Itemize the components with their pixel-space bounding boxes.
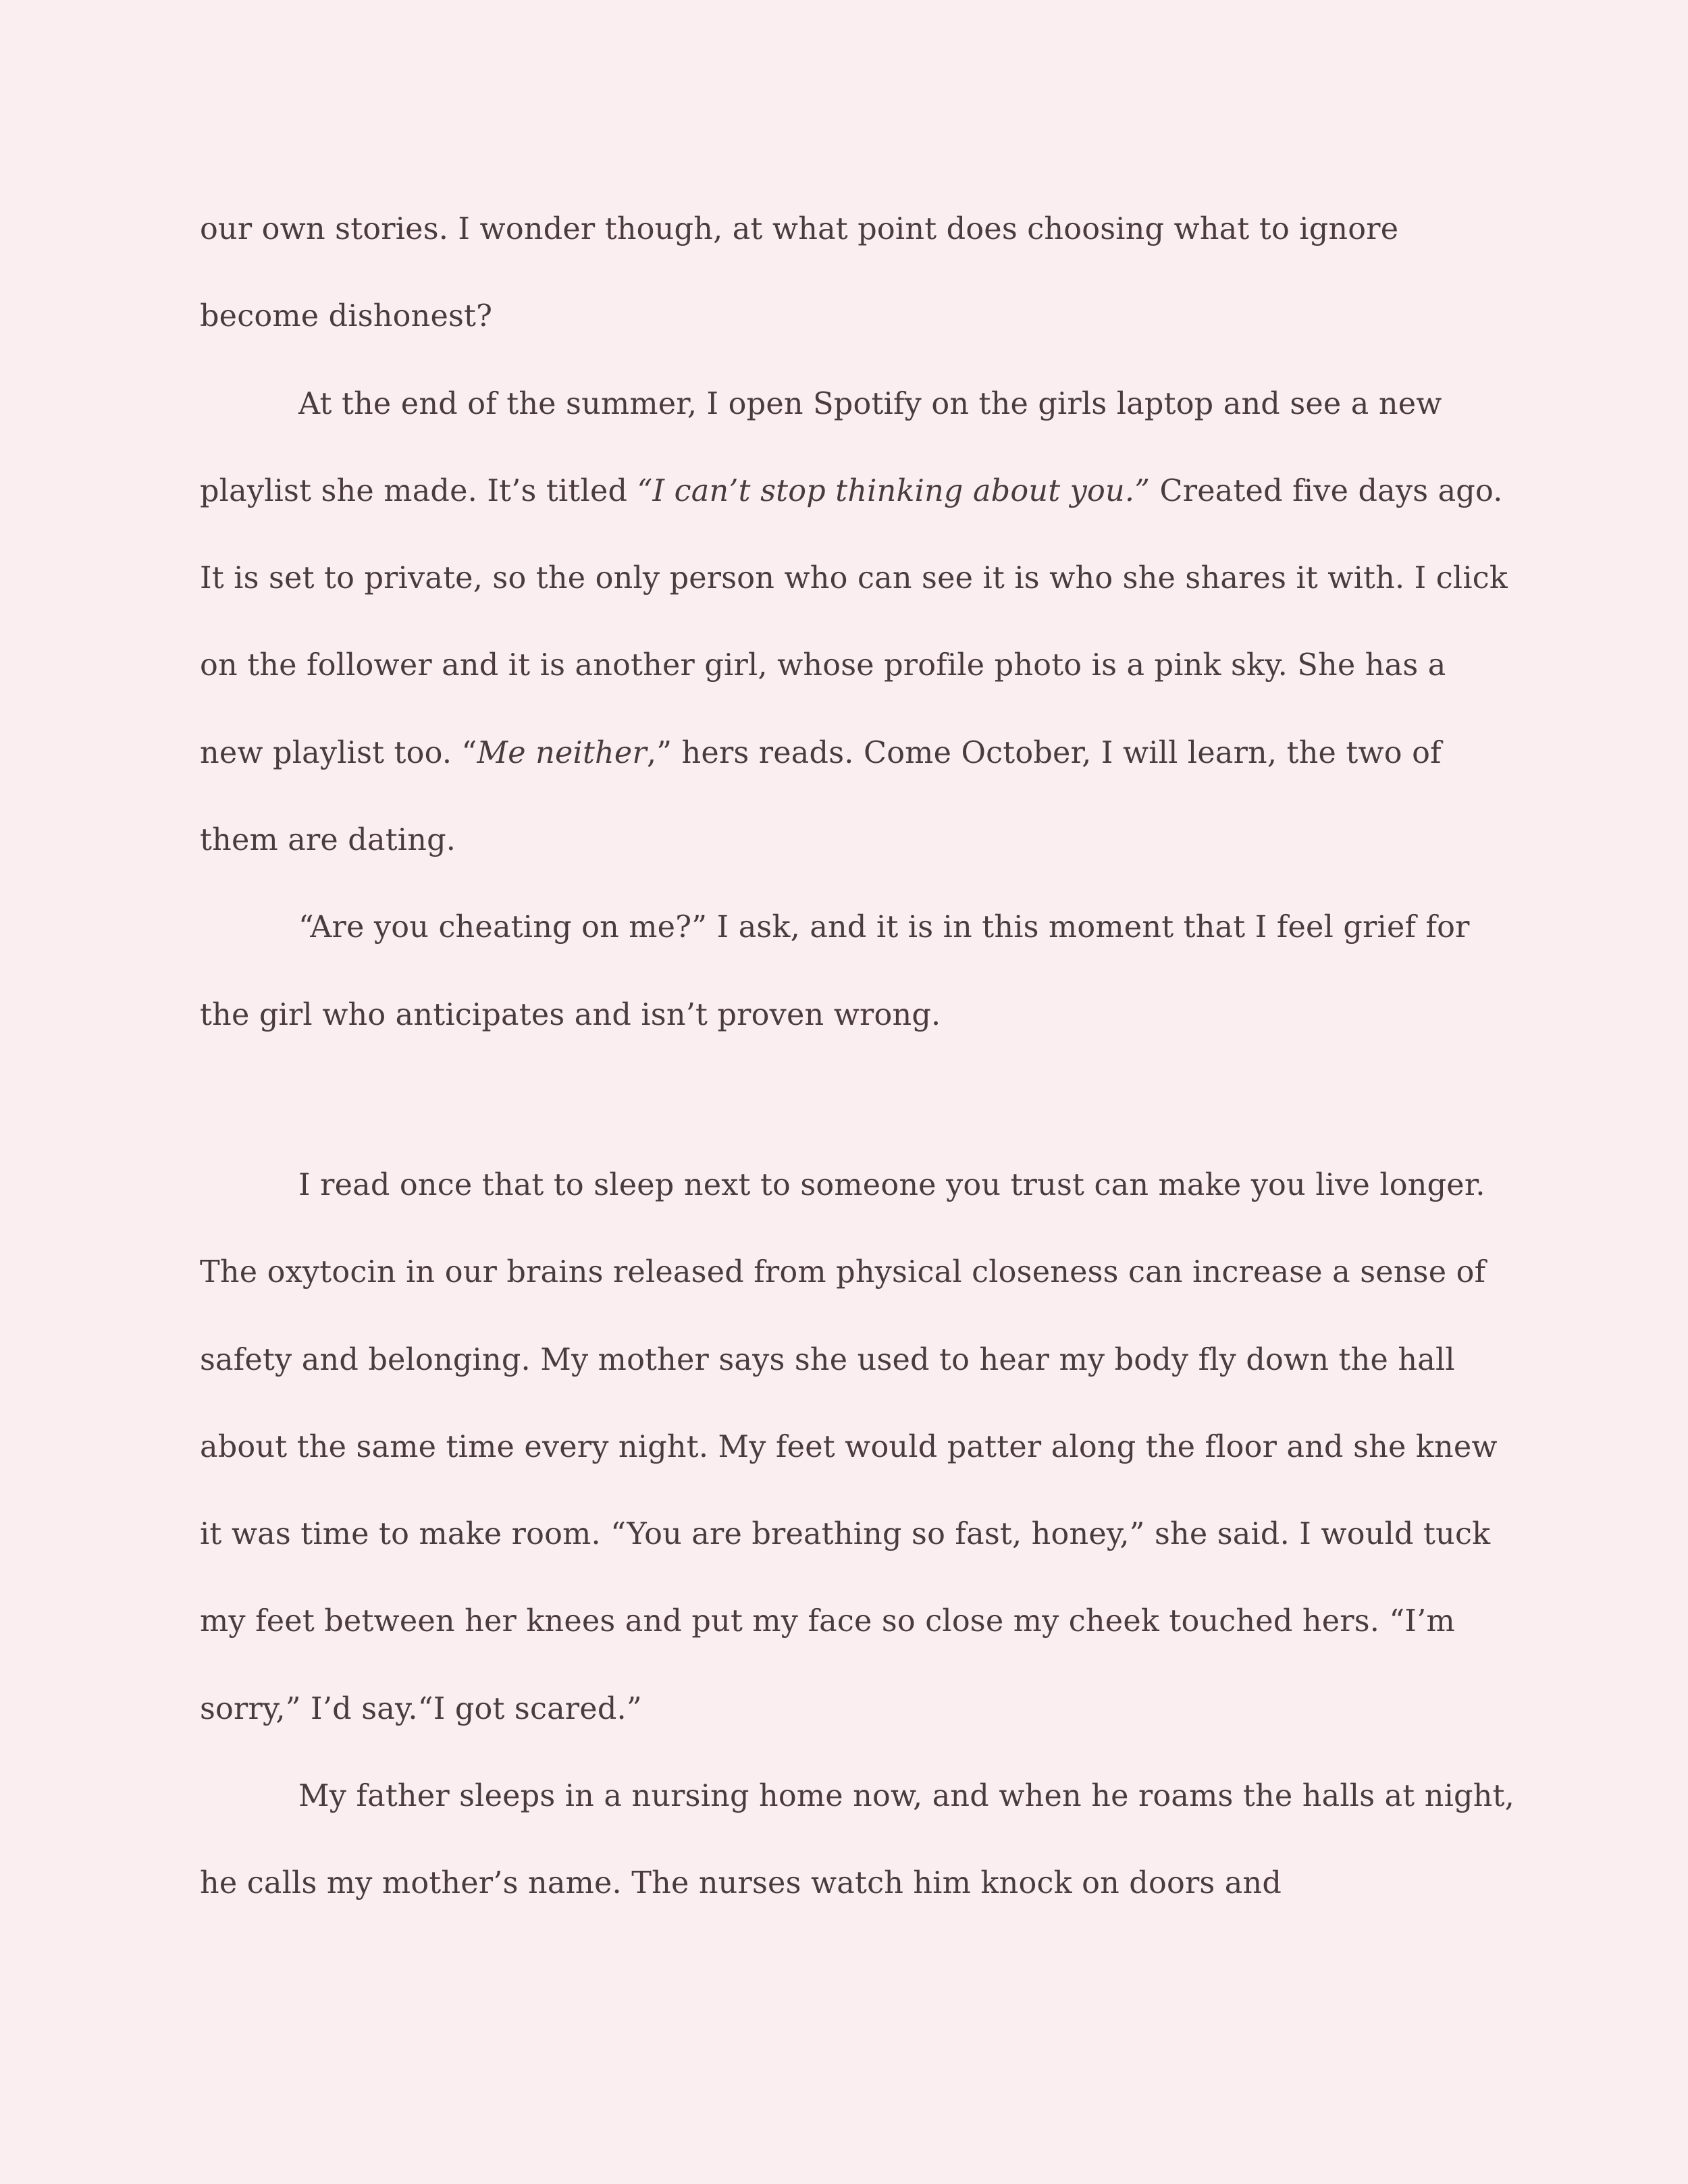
section-two bbox=[200, 1142, 1516, 1927]
paragraph-text: Created five days ago. It is set to private, so the only person who can see it is who she shares it with. I click on the follower and it is another girl, whose profile photo is a pink sky. She has a new playlist too. “ bbox=[200, 473, 1508, 770]
paragraph-text: ,” hers reads. Come October, I will learn, the two of them are dating. bbox=[200, 735, 1442, 858]
paragraph-sleep-trust: I read once that to sleep next to someone you trust can make you live longer. The oxytocin in our brains released from physical closeness can increase a sense of safety and belonging. My mother says she used to hear my body fly down the hall about the same time every night. My feet would patter along the floor and she knew it was time to make room. “You are breathing so fast, honey,” she said. I would tuck my feet between her knees and put my face so close my cheek touched hers. “I’m sorry,” I’d say.“I got scared.” bbox=[200, 1168, 1498, 1726]
paragraph-spotify-playlist bbox=[200, 361, 1516, 884]
paragraph-text: At the end of the summer, I open Spotify on the girls laptop and see a new playlist she made. It’s titled bbox=[200, 386, 1442, 508]
paragraph-continuation: our own stories. I wonder though, at what point does choosing what to ignore become dishonest? bbox=[200, 212, 1399, 334]
playlist-reply-title: Me neither bbox=[477, 735, 647, 770]
playlist-title: “I can’t stop thinking about you.” bbox=[637, 473, 1151, 508]
paragraph-father-nursing-home: My father sleeps in a nursing home now, and when he roams the halls at night, he calls my mother’s name. The nurses watch him knock on doors and bbox=[200, 1779, 1515, 1901]
section-one bbox=[200, 186, 1516, 1059]
paragraph-cheating-question: “Are you cheating on me?” I ask, and it is in this moment that I feel grief for the girl who anticipates and isn’t proven wrong. bbox=[200, 910, 1470, 1032]
